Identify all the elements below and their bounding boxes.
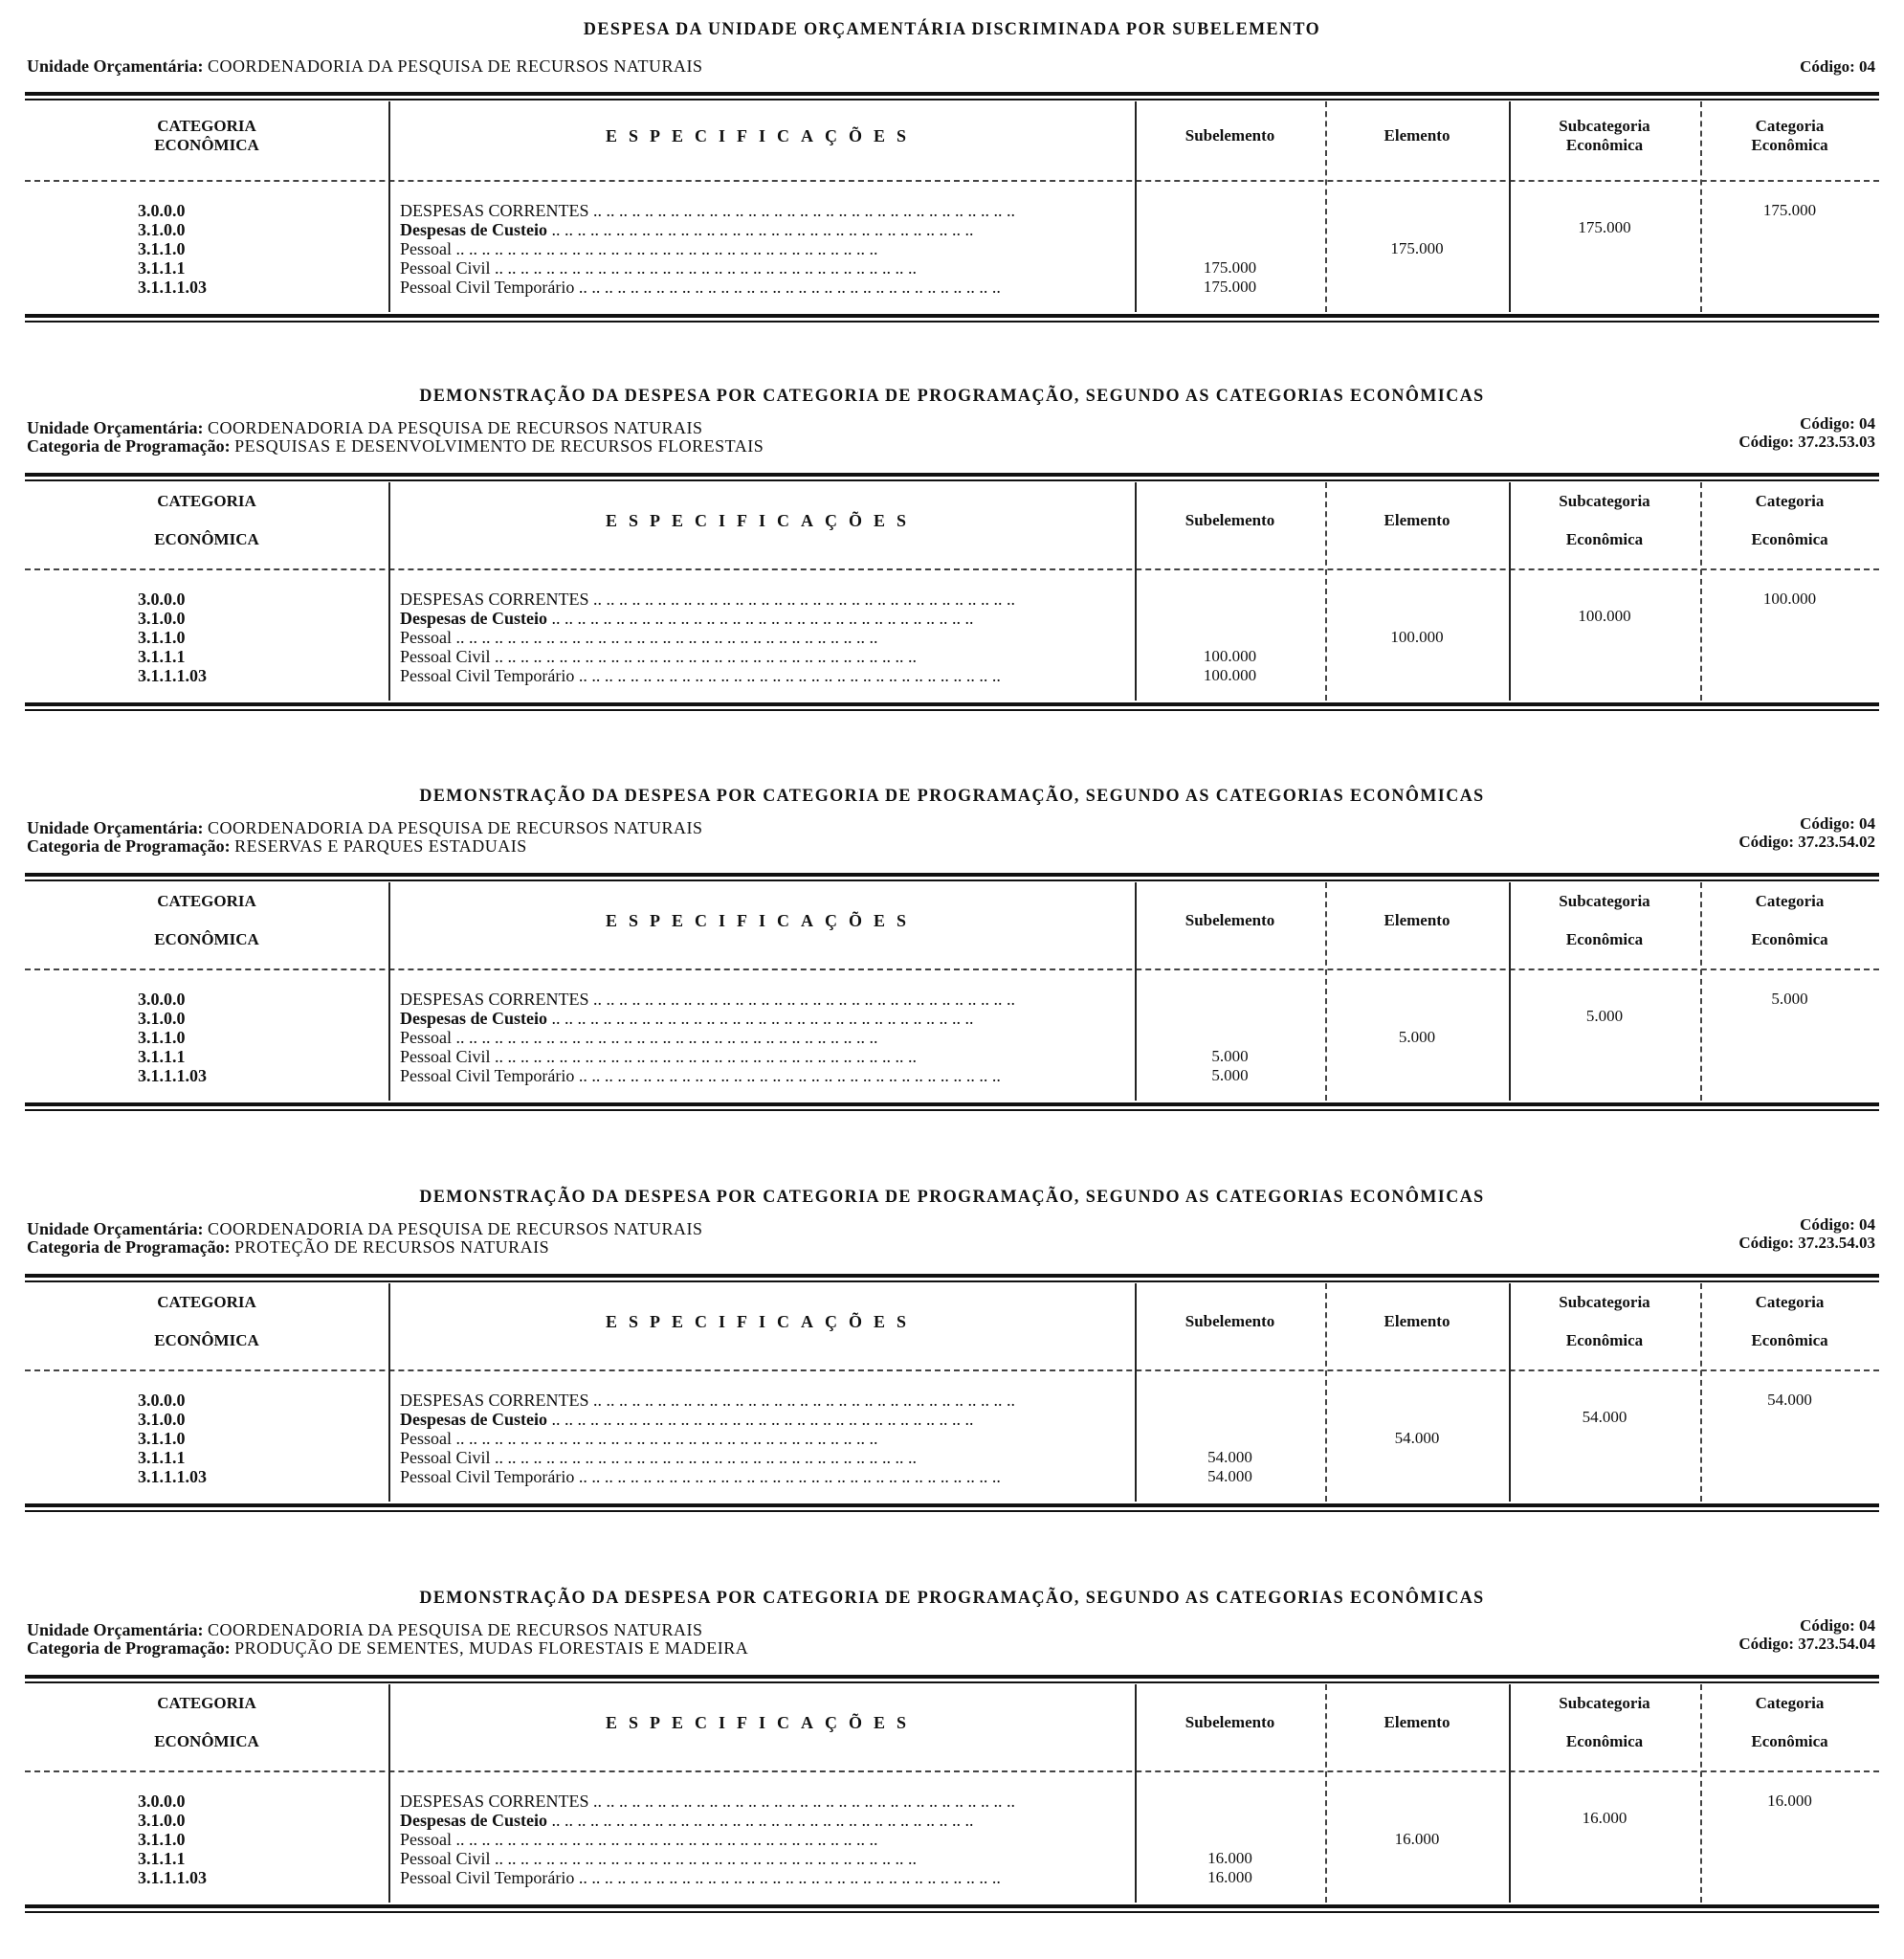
header-especificacoes [388,126,1135,145]
elemento-value: 100.000 [1390,628,1444,646]
program-line [27,837,527,856]
categoria-value: 175.000 [1762,201,1817,219]
header-text: Categoria [1755,1694,1825,1712]
header-text: ECONÔMICA [154,1331,259,1349]
subelemento-value-civil: 16.000 [1207,1849,1252,1867]
header-text: Elemento [1384,1713,1450,1731]
header-rule [25,568,1879,570]
header-text: CATEGORIA [157,117,256,135]
code-column [138,590,207,685]
row-label-text: Pessoal [400,239,452,258]
row-label-text: Pessoal Civil Temporário [400,1066,575,1085]
header-text: Econômica [1751,1331,1828,1349]
header-rule [25,968,1879,970]
header-elemento [1325,1713,1509,1732]
row-label-text: Pessoal Civil Temporário [400,1467,575,1486]
unit-name: COORDENADORIA DA PESQUISA DE RECURSOS NATURAIS [207,1219,703,1238]
budget-section [0,774,1904,1157]
code-label: Código: [1800,814,1855,833]
program-name: RESERVAS E PARQUES ESTADUAIS [234,836,527,856]
header-text: Econômica [1565,930,1644,948]
row-label-text: Despesas de Custeio [400,1009,548,1028]
header-text: ECONÔMICA [154,930,259,948]
unit-label: Unidade Orçamentária: [27,1620,204,1639]
header-text: ESPECIFICAÇÕES [605,126,919,145]
row-code: 3.1.0.0 [138,609,186,628]
row-label [400,1028,1127,1047]
program-line [27,1238,549,1257]
code-label: Código: [1800,1215,1855,1234]
program-code-line [1738,1234,1875,1252]
program-code: 37.23.54.02 [1798,833,1875,851]
subelemento-value-civil: 100.000 [1203,647,1257,665]
header-text: Categoria [1755,492,1825,510]
subelemento-value-civil: 54.000 [1207,1448,1252,1466]
table-bottom-rule [25,1102,1879,1111]
table-top-rule [25,473,1879,481]
subelemento-value-civil: 5.000 [1211,1047,1249,1065]
row-code: 3.1.1.1.03 [138,1066,207,1085]
header-categoria-economica [25,117,388,155]
row-label-text: Pessoal Civil Temporário [400,666,575,685]
program-line [27,437,764,456]
row-code: 3.1.1.1 [138,1849,186,1868]
row-label-text: DESPESAS CORRENTES [400,1391,589,1410]
budget-table [25,473,1879,714]
subelemento-value-civil: 175.000 [1203,258,1257,277]
header-elemento [1325,911,1509,930]
header-categoria-economica [25,492,388,549]
header-subelemento [1135,911,1325,930]
program-label: Categoria de Programação: [27,1237,231,1257]
code-label: Código: [1800,414,1855,433]
header-text: Subelemento [1184,1713,1275,1731]
code-column [138,1792,207,1887]
table-top-rule [25,873,1879,881]
unit-code: 04 [1859,57,1875,76]
header-text: CATEGORIA [157,492,256,510]
row-label-text: Despesas de Custeio [400,1811,548,1830]
header-text: Econômica [1751,530,1828,548]
unit-code-line [1800,414,1875,433]
header-text: Elemento [1384,511,1450,529]
unit-code: 04 [1859,414,1875,433]
program-code-line [1738,1635,1875,1653]
header-text: Categoria [1755,892,1825,910]
row-code: 3.0.0.0 [138,590,186,609]
header-text: Subelemento [1184,126,1275,145]
unit-code: 04 [1859,1215,1875,1234]
section-title: DEMONSTRAÇÃO DA DESPESA POR CATEGORIA DE PROGRAMAÇÃO, SEGUNDO AS CATEGORIAS ECONÔMICAS [419,1187,1485,1207]
header-rule [25,1369,1879,1371]
categoria-value: 16.000 [1767,1792,1812,1810]
row-code: 3.1.1.1.03 [138,666,207,685]
header-subelemento [1135,1312,1325,1331]
program-label: Categoria de Programação: [27,836,231,856]
row-label-text: Pessoal [400,628,452,647]
table-bottom-rule [25,314,1879,323]
row-code: 3.0.0.0 [138,201,186,220]
categoria-value: 100.000 [1762,590,1817,608]
code-label: Código: [1738,833,1794,851]
unit-line [27,419,703,437]
budget-section [0,1175,1904,1558]
row-label-text: Pessoal Civil [400,1047,491,1066]
row-label-text: Pessoal Civil Temporário [400,1868,575,1887]
row-label [400,1849,1127,1868]
header-categoria-economica-total [1700,1293,1879,1350]
program-code-line [1738,433,1875,451]
subelemento-value-temporario: 16.000 [1207,1868,1252,1886]
subcategoria-value: 175.000 [1578,218,1631,236]
program-code: 37.23.54.04 [1798,1635,1875,1653]
code-label: Código: [1800,57,1855,76]
row-label-text: Pessoal Civil Temporário [400,278,575,297]
section-title: DEMONSTRAÇÃO DA DESPESA POR CATEGORIA DE PROGRAMAÇÃO, SEGUNDO AS CATEGORIAS ECONÔMICAS [419,386,1485,406]
program-code: 37.23.53.03 [1798,433,1875,451]
row-code: 3.0.0.0 [138,990,186,1009]
unit-label: Unidade Orçamentária: [27,1219,204,1238]
code-column [138,990,207,1085]
row-code: 3.1.1.0 [138,1429,186,1448]
header-especificacoes [388,511,1135,530]
header-text: Subcategoria [1559,1293,1650,1311]
unit-code-line [1800,57,1875,76]
header-text: Subelemento [1184,1312,1275,1330]
program-code: 37.23.54.03 [1798,1234,1875,1252]
row-code: 3.1.1.1 [138,258,186,278]
row-label [400,1868,1127,1887]
subelemento-value-temporario: 5.000 [1211,1066,1249,1084]
row-label-text: Pessoal Civil [400,1448,491,1467]
row-label-text: Despesas de Custeio [400,220,548,239]
header-subcategoria-economica [1509,1293,1700,1350]
unit-line [27,1621,703,1639]
row-label [400,666,1127,685]
subelemento-value-temporario: 175.000 [1203,278,1257,296]
row-code: 3.1.1.1 [138,1047,186,1066]
row-code: 3.1.0.0 [138,1811,186,1830]
row-code: 3.1.1.1 [138,647,186,666]
spec-column [400,990,1127,1085]
table-top-rule [25,1274,1879,1282]
row-label [400,1391,1127,1410]
header-text: Econômica [1565,136,1644,154]
elemento-value: 16.000 [1394,1830,1440,1848]
row-label [400,628,1127,647]
row-label [400,201,1127,220]
header-subelemento [1135,511,1325,530]
header-subcategoria-economica [1509,892,1700,949]
unit-label: Unidade Orçamentária: [27,418,204,437]
header-subelemento [1135,126,1325,145]
program-line [27,1639,748,1658]
unit-name: COORDENADORIA DA PESQUISA DE RECURSOS NATURAIS [207,818,703,837]
header-text: Subcategoria [1559,117,1650,135]
budget-table [25,92,1879,325]
budget-table [25,1675,1879,1916]
row-label [400,1009,1127,1028]
header-rule [25,180,1879,182]
row-label-text: Pessoal Civil [400,647,491,666]
header-text: Subcategoria [1559,892,1650,910]
header-categoria-economica [25,892,388,949]
section-title: DESPESA DA UNIDADE ORÇAMENTÁRIA DISCRIMINADA POR SUBELEMENTO [583,19,1321,39]
header-text: Econômica [1751,930,1828,948]
row-code: 3.1.1.0 [138,239,186,258]
header-text: Econômica [1565,1331,1644,1349]
header-text: Econômica [1751,1732,1828,1750]
header-text: CATEGORIA [157,1293,256,1311]
header-text: Elemento [1384,1312,1450,1330]
unit-name: COORDENADORIA DA PESQUISA DE RECURSOS NATURAIS [207,418,703,437]
subcategoria-value: 100.000 [1578,607,1631,625]
header-text: Categoria [1755,1293,1825,1311]
subcategoria-value: 16.000 [1582,1809,1627,1827]
row-code: 3.1.0.0 [138,1009,186,1028]
spec-column [400,1792,1127,1887]
header-categoria-economica [25,1293,388,1350]
header-text: Econômica [1565,530,1644,548]
unit-code: 04 [1859,814,1875,833]
row-label-text: Pessoal [400,1429,452,1448]
header-text: ECONÔMICA [154,136,259,154]
spec-column [400,1391,1127,1486]
subelemento-value-temporario: 100.000 [1203,666,1257,684]
header-categoria-economica-total [1700,492,1879,549]
row-code: 3.1.1.0 [138,628,186,647]
program-name: PROTEÇÃO DE RECURSOS NATURAIS [234,1237,550,1257]
header-especificacoes [388,911,1135,930]
header-categoria-economica-total [1700,117,1879,155]
row-label [400,609,1127,628]
header-text: ESPECIFICAÇÕES [605,1713,919,1732]
unit-line [27,57,703,76]
categoria-value: 54.000 [1767,1391,1812,1409]
table-bottom-rule [25,1904,1879,1913]
section-title: DEMONSTRAÇÃO DA DESPESA POR CATEGORIA DE PROGRAMAÇÃO, SEGUNDO AS CATEGORIAS ECONÔMICAS [419,786,1485,806]
header-subelemento [1135,1713,1325,1732]
categoria-value: 5.000 [1771,990,1808,1008]
row-code: 3.1.0.0 [138,220,186,239]
row-label [400,1467,1127,1486]
row-label-text: Pessoal Civil [400,258,491,278]
row-code: 3.1.1.1.03 [138,278,207,297]
code-column [138,1391,207,1486]
spec-column [400,201,1127,297]
header-subcategoria-economica [1509,1694,1700,1751]
program-code-line [1738,833,1875,851]
row-label [400,990,1127,1009]
header-subcategoria-economica [1509,117,1700,155]
unit-code-line [1800,1215,1875,1234]
budget-section [0,1576,1904,1959]
header-categoria-economica-total [1700,1694,1879,1751]
elemento-value: 175.000 [1390,239,1444,257]
row-code: 3.1.1.1.03 [138,1868,207,1887]
section-title: DEMONSTRAÇÃO DA DESPESA POR CATEGORIA DE PROGRAMAÇÃO, SEGUNDO AS CATEGORIAS ECONÔMICAS [419,1588,1485,1608]
row-label [400,647,1127,666]
row-code: 3.1.1.0 [138,1028,186,1047]
row-label [400,1410,1127,1429]
row-code: 3.1.0.0 [138,1410,186,1429]
row-label-text: DESPESAS CORRENTES [400,1792,589,1811]
subcategoria-value: 54.000 [1582,1408,1627,1426]
row-label [400,220,1127,239]
row-label-text: Despesas de Custeio [400,1410,548,1429]
header-text: Subelemento [1184,511,1275,529]
row-label [400,1429,1127,1448]
subcategoria-value: 5.000 [1585,1007,1624,1025]
row-label [400,239,1127,258]
row-label [400,1792,1127,1811]
row-label-text: DESPESAS CORRENTES [400,990,589,1009]
program-name: PRODUÇÃO DE SEMENTES, MUDAS FLORESTAIS E MADEIRA [234,1638,749,1658]
header-text: Subcategoria [1559,1694,1650,1712]
header-elemento [1325,511,1509,530]
elemento-value: 54.000 [1394,1429,1440,1447]
row-label [400,1811,1127,1830]
row-label [400,1066,1127,1085]
header-categoria-economica [25,1694,388,1751]
row-code: 3.1.1.1 [138,1448,186,1467]
row-label-text: Pessoal [400,1830,452,1849]
header-text: ESPECIFICAÇÕES [605,511,919,530]
row-label [400,258,1127,278]
table-bottom-rule [25,1503,1879,1512]
unit-name: COORDENADORIA DA PESQUISA DE RECURSOS NATURAIS [207,1620,703,1639]
unit-line [27,1220,703,1238]
row-label [400,1830,1127,1849]
table-bottom-rule [25,702,1879,711]
header-text: Subelemento [1184,911,1275,929]
code-label: Código: [1800,1616,1855,1635]
program-label: Categoria de Programação: [27,1638,231,1658]
row-label [400,590,1127,609]
header-text: Subcategoria [1559,492,1650,510]
row-label-text: Pessoal Civil [400,1849,491,1868]
header-elemento [1325,126,1509,145]
row-label [400,1448,1127,1467]
header-text: ESPECIFICAÇÕES [605,911,919,930]
unit-code-line [1800,1616,1875,1635]
header-text: CATEGORIA [157,892,256,910]
elemento-value: 5.000 [1398,1028,1436,1046]
header-text: CATEGORIA [157,1694,256,1712]
header-especificacoes [388,1312,1135,1331]
unit-line [27,819,703,837]
row-code: 3.0.0.0 [138,1792,186,1811]
row-label-text: Pessoal [400,1028,452,1047]
header-elemento [1325,1312,1509,1331]
budget-table [25,873,1879,1114]
header-text: Econômica [1751,136,1828,154]
code-label: Código: [1738,1234,1794,1252]
header-rule [25,1770,1879,1772]
unit-name: COORDENADORIA DA PESQUISA DE RECURSOS NATURAIS [207,56,703,76]
row-code: 3.1.1.0 [138,1830,186,1849]
table-top-rule [25,1675,1879,1683]
budget-section [0,374,1904,757]
unit-code-line [1800,814,1875,833]
subelemento-value-temporario: 54.000 [1207,1467,1252,1485]
row-code: 3.0.0.0 [138,1391,186,1410]
header-text: ECONÔMICA [154,1732,259,1750]
header-text: Econômica [1565,1732,1644,1750]
row-label [400,278,1127,297]
unit-label: Unidade Orçamentária: [27,818,204,837]
unit-code: 04 [1859,1616,1875,1635]
row-label [400,1047,1127,1066]
row-label-text: Despesas de Custeio [400,609,548,628]
header-subcategoria-economica [1509,492,1700,549]
table-top-rule [25,92,1879,100]
row-code: 3.1.1.1.03 [138,1467,207,1486]
row-label-text: DESPESAS CORRENTES [400,590,589,609]
header-text: ECONÔMICA [154,530,259,548]
header-categoria-economica-total [1700,892,1879,949]
row-label-text: DESPESAS CORRENTES [400,201,589,220]
program-label: Categoria de Programação: [27,436,231,456]
code-label: Código: [1738,1635,1794,1653]
spec-column [400,590,1127,685]
budget-table [25,1274,1879,1515]
header-text: ESPECIFICAÇÕES [605,1312,919,1331]
header-text: Elemento [1384,911,1450,929]
budget-section [0,8,1904,390]
header-especificacoes [388,1713,1135,1732]
header-text: Categoria [1755,117,1825,135]
unit-label: Unidade Orçamentária: [27,56,204,76]
code-label: Código: [1738,433,1794,451]
header-text: Elemento [1384,126,1450,145]
program-name: PESQUISAS E DESENVOLVIMENTO DE RECURSOS FLORESTAIS [234,436,764,456]
code-column [138,201,207,297]
